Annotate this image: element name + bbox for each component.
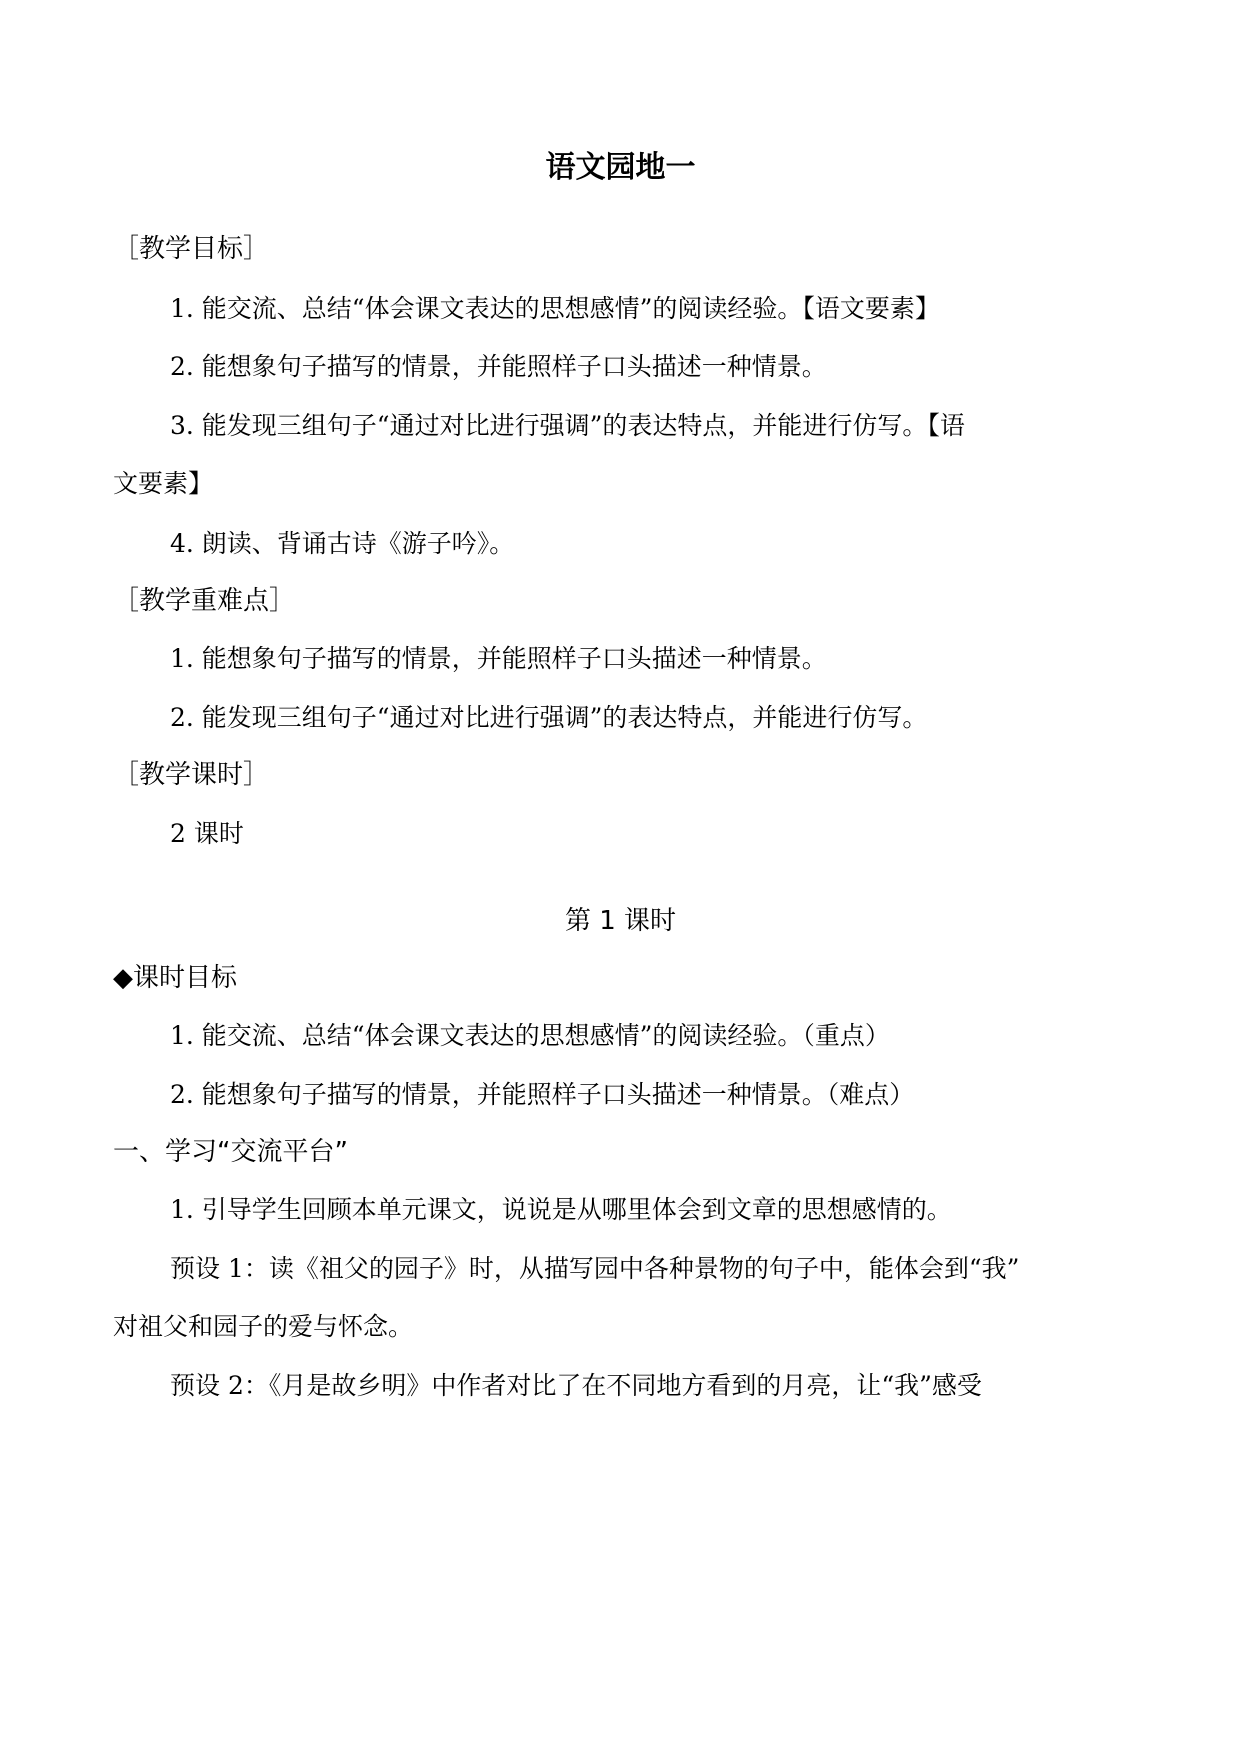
section-paragraph-1: 1. 引导学生回顾本单元课文，说说是从哪里体会到文章的思想感情的。 [170,1195,952,1224]
lesson-title: 第 1 课时 [564,906,677,936]
goal-item-2: 2. 能想象句子描写的情景，并能照样子口头描述一种情景。 [170,352,827,381]
goals-heading: ［教学目标］ [113,234,270,264]
preset-1-line-2: 对祖父和园子的爱与怀念。 [113,1312,414,1341]
lesson-goals-heading: ◆课时目标 [113,963,237,993]
hours-value: 2 课时 [170,819,244,848]
page-title: 语文园地一 [545,150,696,185]
lesson-goal-item-1: 1. 能交流、总结“体会课文表达的思想感情”的阅读经验。（重点） [170,1021,890,1050]
section-heading: 一、学习“交流平台” [113,1137,348,1167]
key-point-item-1: 1. 能想象句子描写的情景，并能照样子口头描述一种情景。 [170,644,827,673]
goal-item-3: 3. 能发现三组句子“通过对比进行强调”的表达特点，并能进行仿写。【语 [170,411,965,440]
lesson-goal-item-2: 2. 能想象句子描写的情景，并能照样子口头描述一种情景。（难点） [170,1080,915,1109]
goal-item-3-continued: 文要素】 [113,469,214,498]
goal-item-1: 1. 能交流、总结“体会课文表达的思想感情”的阅读经验。【语文要素】 [170,294,940,323]
key-point-item-2: 2. 能发现三组句子“通过对比进行强调”的表达特点，并能进行仿写。 [170,703,928,732]
goal-item-4: 4. 朗读、背诵古诗《游子吟》。 [170,529,515,558]
preset-2-line-1: 预设 2：《月是故乡明》中作者对比了在不同地方看到的月亮，让“我”感受 [170,1371,982,1400]
key-points-heading: ［教学重难点］ [113,586,296,616]
preset-1-line-1: 预设 1：读《祖父的园子》时，从描写园中各种景物的句子中，能体会到“我” [170,1254,1020,1283]
hours-heading: ［教学课时］ [113,760,270,790]
